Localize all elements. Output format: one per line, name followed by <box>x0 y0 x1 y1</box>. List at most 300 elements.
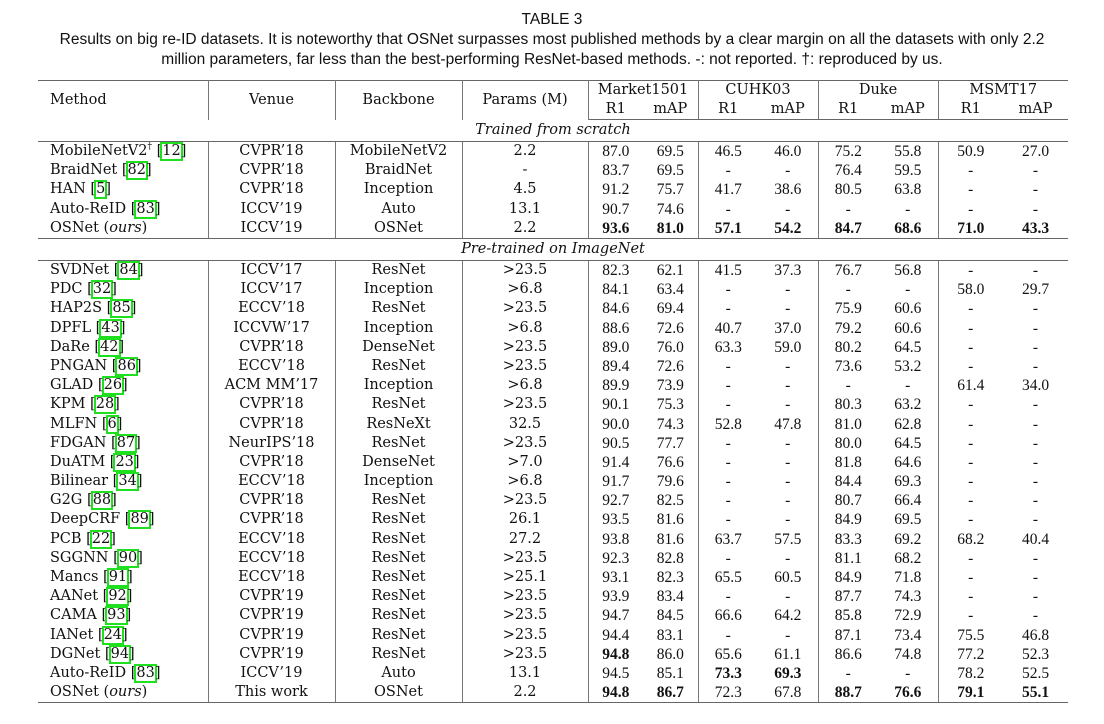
table-row <box>38 260 1068 280</box>
citation-link[interactable]: 86 <box>117 357 136 374</box>
table-row <box>38 414 1068 433</box>
backbone-cell: Auto <box>335 664 462 683</box>
map-value: - <box>758 280 818 299</box>
table-section <box>38 120 1068 239</box>
r1-value: - <box>725 511 731 529</box>
map-value: - <box>1032 549 1039 567</box>
map-value: 81.0 <box>643 219 698 239</box>
table-row <box>38 664 1068 683</box>
method-cell: OSNet (ours) <box>38 219 208 239</box>
map-value: 72.6 <box>643 357 698 376</box>
map-value: - <box>1032 200 1039 218</box>
citation-link[interactable]: 24 <box>103 626 123 643</box>
method-cell: DeepCRF [89] <box>38 510 208 529</box>
backbone-cell: ResNet <box>335 549 462 568</box>
backbone-cell: ResNet <box>335 510 462 529</box>
citation-link[interactable]: 90 <box>118 549 138 566</box>
r1-value: 63.7 <box>714 530 742 548</box>
backbone-cell: ResNeXt <box>335 414 462 433</box>
citation-link[interactable]: 83 <box>136 664 155 681</box>
params-cell: 4.5 <box>462 180 588 199</box>
backbone-cell: Inception <box>335 180 462 199</box>
map-value: 64.6 <box>878 453 938 472</box>
map-value: - <box>758 376 818 395</box>
method-name: HAP2S <box>50 300 103 317</box>
method-name: DaRe <box>50 338 90 355</box>
header-r1: R1 <box>818 100 878 120</box>
citation-link[interactable]: 26 <box>103 377 123 394</box>
method-name: MLFN <box>50 415 98 432</box>
map-value: 82.8 <box>643 549 698 568</box>
r1-value: - <box>968 396 974 414</box>
r1-value: 94.8 <box>602 645 630 663</box>
venue-cell: ECCV’18 <box>208 472 335 491</box>
r1-value: 73.6 <box>834 357 862 375</box>
map-value: 69.2 <box>878 530 938 549</box>
map-value: - <box>1032 607 1039 625</box>
r1-value: 40.7 <box>714 319 742 337</box>
method-cell: Bilinear [34] <box>38 472 208 491</box>
venue-cell: CVPR’18 <box>208 414 335 433</box>
map-value: - <box>758 626 818 645</box>
citation-link[interactable]: 89 <box>130 511 149 528</box>
params-cell: >6.8 <box>462 472 588 491</box>
venue-cell: ICCV’19 <box>208 664 335 683</box>
table-row <box>38 626 1068 645</box>
r1-value: 84.6 <box>602 300 630 318</box>
r1-value: - <box>725 588 731 606</box>
map-value: 64.2 <box>758 606 818 625</box>
table-row <box>38 376 1068 395</box>
r1-value: 57.1 <box>698 219 758 239</box>
map-value: - <box>1032 300 1039 318</box>
citation-link[interactable]: 42 <box>100 338 119 355</box>
map-value: 60.6 <box>878 319 938 338</box>
venue-cell: ECCV’18 <box>208 357 335 376</box>
r1-value: - <box>968 300 974 318</box>
r1-value: 41.7 <box>714 181 742 199</box>
params-cell: >23.5 <box>462 260 588 280</box>
backbone-cell: ResNet <box>335 395 462 414</box>
citation-link[interactable]: 22 <box>91 530 111 547</box>
map-value: 59.0 <box>758 338 818 357</box>
r1-value: 94.4 <box>602 626 630 644</box>
map-value: 73.9 <box>643 376 698 395</box>
map-value: - <box>1032 473 1039 491</box>
params-cell: 32.5 <box>462 414 588 433</box>
method-name: Auto-ReID <box>50 664 127 681</box>
r1-value: 91.2 <box>602 181 630 199</box>
map-value: 56.8 <box>878 260 938 280</box>
method-cell: DGNet [94] <box>38 645 208 664</box>
backbone-cell: DenseNet <box>335 338 462 357</box>
method-name: KPM <box>50 396 86 413</box>
map-value: 63.2 <box>878 395 938 414</box>
r1-value: 81.0 <box>834 415 862 433</box>
header-r1: R1 <box>698 100 758 120</box>
method-name: IANet <box>50 626 94 643</box>
method-cell: DuATM [23] <box>38 453 208 472</box>
map-value: 64.5 <box>878 434 938 453</box>
params-cell: >7.0 <box>462 453 588 472</box>
map-value: 72.9 <box>878 606 938 625</box>
backbone-cell: OSNet <box>335 219 462 239</box>
method-cell: PNGAN [86] <box>38 357 208 376</box>
map-value: 69.3 <box>758 664 818 683</box>
table-row <box>38 645 1068 664</box>
map-value: 52.3 <box>1021 645 1050 663</box>
venue-cell: CVPR’18 <box>208 161 335 180</box>
map-value: - <box>758 510 818 529</box>
backbone-cell: ResNet <box>335 606 462 625</box>
r1-value: - <box>845 377 851 395</box>
table-row <box>38 200 1068 219</box>
backbone-cell: ResNet <box>335 434 462 453</box>
map-value: 52.5 <box>1021 664 1050 682</box>
r1-value: 80.5 <box>834 181 862 199</box>
params-cell: >23.5 <box>462 549 588 568</box>
citation-link[interactable]: 93 <box>107 607 126 624</box>
r1-value: 93.1 <box>602 569 630 587</box>
results-table <box>38 80 1068 703</box>
backbone-cell: Inception <box>335 319 462 338</box>
map-value: 62.8 <box>878 414 938 433</box>
map-value: 86.0 <box>643 645 698 664</box>
venue-cell: ICCV’17 <box>208 260 335 280</box>
map-value: 60.5 <box>758 568 818 587</box>
map-value: - <box>1032 588 1039 606</box>
method-cell: MobileNetV2† [12] <box>38 142 208 162</box>
method-name: G2G <box>50 492 83 509</box>
header-backbone: Backbone <box>335 81 462 120</box>
header-venue: Venue <box>208 81 335 120</box>
r1-value: 94.8 <box>588 683 643 703</box>
map-value: - <box>758 395 818 414</box>
r1-value: 41.5 <box>714 262 742 280</box>
r1-value: - <box>725 396 731 414</box>
backbone-cell: DenseNet <box>335 453 462 472</box>
map-value: 64.5 <box>878 338 938 357</box>
r1-value: - <box>725 453 731 471</box>
method-name: HAN <box>50 181 86 198</box>
r1-value: 63.3 <box>714 338 742 356</box>
method-name: OSNet <box>50 684 99 701</box>
citation-link[interactable]: 94 <box>110 645 130 662</box>
map-value: 75.3 <box>643 395 698 414</box>
r1-value: 78.2 <box>957 664 985 682</box>
table-caption-line-2: million parameters, far less than the best-performing ResNet-based methods. -: not reported. †: reproduced by us. <box>161 51 943 68</box>
method-name: DuATM <box>50 453 106 470</box>
backbone-cell: Inception <box>335 280 462 299</box>
r1-value: 76.7 <box>834 262 862 280</box>
r1-value: - <box>845 281 851 299</box>
venue-cell: ACM MM’17 <box>208 376 335 395</box>
venue-cell: ECCV’18 <box>208 299 335 318</box>
r1-value: - <box>968 162 974 180</box>
method-name: CAMA <box>50 607 97 624</box>
params-cell: 2.2 <box>462 683 588 703</box>
r1-value: 92.7 <box>602 492 630 510</box>
r1-value: 84.9 <box>834 511 862 529</box>
backbone-cell: ResNet <box>335 568 462 587</box>
r1-value: 68.2 <box>957 530 985 548</box>
table-row <box>38 453 1068 472</box>
map-value: 69.5 <box>643 161 698 180</box>
backbone-cell: ResNet <box>335 645 462 664</box>
method-name: MobileNetV2 <box>50 143 148 160</box>
table-row <box>38 219 1068 239</box>
params-cell: >23.5 <box>462 587 588 606</box>
r1-value: 84.4 <box>834 473 862 491</box>
map-value: 72.6 <box>643 319 698 338</box>
ours-label: ours <box>109 219 142 236</box>
r1-value: 92.3 <box>602 549 630 567</box>
method-cell: DPFL [43] <box>38 319 208 338</box>
map-value: 46.8 <box>1021 626 1050 644</box>
method-name: PNGAN <box>50 357 108 374</box>
citation-link[interactable]: 92 <box>108 588 127 605</box>
table-row <box>38 549 1068 568</box>
map-value: - <box>758 453 818 472</box>
citation-link[interactable]: 88 <box>92 492 112 509</box>
table-row <box>38 606 1068 625</box>
table-row <box>38 472 1068 491</box>
method-name: DeepCRF <box>50 511 121 528</box>
reproduced-dagger: † <box>147 142 153 153</box>
table-row <box>38 568 1068 587</box>
method-cell: OSNet (ours) <box>38 683 208 703</box>
table-row <box>38 299 1068 318</box>
map-value: 43.3 <box>1003 219 1068 239</box>
method-name: SGGNN <box>50 549 109 566</box>
method-cell: FDGAN [87] <box>38 434 208 453</box>
r1-value: - <box>725 200 731 218</box>
r1-value: - <box>968 319 974 337</box>
citation-link[interactable]: 43 <box>101 319 120 336</box>
r1-value: - <box>968 492 974 510</box>
params-cell: >6.8 <box>462 280 588 299</box>
table-row <box>38 395 1068 414</box>
header-r1: R1 <box>588 100 643 120</box>
params-cell: >23.5 <box>462 606 588 625</box>
r1-value: 65.5 <box>714 569 742 587</box>
map-value: - <box>1032 319 1039 337</box>
map-value: 66.4 <box>878 491 938 510</box>
r1-value: - <box>725 549 731 567</box>
method-cell: CAMA [93] <box>38 606 208 625</box>
header-dataset-cuhk03: CUHK03 <box>698 81 818 101</box>
venue-cell: CVPR’18 <box>208 491 335 510</box>
r1-value: - <box>968 338 974 356</box>
citation-link[interactable]: 84 <box>119 262 138 279</box>
method-cell: SGGNN [90] <box>38 549 208 568</box>
header-method: Method <box>38 81 208 120</box>
venue-cell: CVPR’19 <box>208 645 335 664</box>
map-value: 63.8 <box>878 180 938 199</box>
map-value: - <box>758 549 818 568</box>
map-value: - <box>1032 338 1039 356</box>
method-cell: DaRe [42] <box>38 338 208 357</box>
citation-link[interactable]: 85 <box>112 300 131 317</box>
map-value: 74.6 <box>643 200 698 219</box>
citation-link[interactable]: 34 <box>118 473 137 490</box>
map-value: - <box>878 200 938 219</box>
venue-cell: CVPR’18 <box>208 180 335 199</box>
map-value: 75.7 <box>643 180 698 199</box>
map-value: 74.8 <box>878 645 938 664</box>
map-value: 69.5 <box>878 510 938 529</box>
r1-value: 46.5 <box>714 143 742 161</box>
r1-value: - <box>968 262 974 280</box>
citation-link[interactable]: 87 <box>116 434 136 451</box>
map-value: 69.4 <box>643 299 698 318</box>
map-value: - <box>1032 492 1039 510</box>
citation-link[interactable]: 83 <box>136 200 155 217</box>
map-value: - <box>1032 511 1039 529</box>
map-value: 53.2 <box>878 357 938 376</box>
citation-link[interactable]: 23 <box>115 453 134 470</box>
method-name: FDGAN <box>50 434 107 451</box>
map-value: 84.5 <box>643 606 698 625</box>
params-cell: >25.1 <box>462 568 588 587</box>
r1-value: 93.8 <box>602 530 630 548</box>
header-map: mAP <box>758 100 818 120</box>
table-row <box>38 357 1068 376</box>
method-cell: GLAD [26] <box>38 376 208 395</box>
map-value: 68.2 <box>878 549 938 568</box>
map-value: 85.1 <box>643 664 698 683</box>
params-cell: 2.2 <box>462 219 588 239</box>
citation-link[interactable]: 32 <box>92 281 112 298</box>
map-value: 47.8 <box>758 414 818 433</box>
r1-value: - <box>845 664 851 682</box>
citation-link[interactable]: 91 <box>108 569 128 586</box>
r1-value: 88.6 <box>602 319 630 337</box>
map-value: 83.4 <box>643 587 698 606</box>
backbone-cell: Inception <box>335 472 462 491</box>
r1-value: 58.0 <box>957 281 985 299</box>
r1-value: - <box>725 281 731 299</box>
venue-cell: ECCV’18 <box>208 568 335 587</box>
r1-value: - <box>968 181 974 199</box>
params-cell: >23.5 <box>462 626 588 645</box>
r1-value: 80.3 <box>834 396 862 414</box>
map-value: 46.0 <box>758 142 818 162</box>
venue-cell: CVPR’19 <box>208 587 335 606</box>
table-row <box>38 142 1068 162</box>
table-caption-line-1: Results on big re-ID datasets. It is noteworthy that OSNet surpasses most published methods by a clear margin on all the datasets with only 2.2 <box>59 31 1045 48</box>
map-value: 37.0 <box>758 319 818 338</box>
map-value: 82.5 <box>643 491 698 510</box>
table-row <box>38 587 1068 606</box>
params-cell: 13.1 <box>462 664 588 683</box>
map-value: - <box>1032 396 1039 414</box>
map-value: 74.3 <box>643 414 698 433</box>
r1-value: 84.1 <box>602 281 630 299</box>
citation-link[interactable]: 6 <box>107 415 117 432</box>
map-value: 81.6 <box>643 510 698 529</box>
method-name: Auto-ReID <box>50 200 127 217</box>
citation-link[interactable]: 5 <box>96 181 106 198</box>
r1-value: 93.6 <box>588 219 643 239</box>
backbone-cell: ResNet <box>335 587 462 606</box>
params-cell: >23.5 <box>462 299 588 318</box>
map-value: 34.0 <box>1021 377 1050 395</box>
map-value: 55.8 <box>878 142 938 162</box>
map-value: 69.5 <box>643 142 698 162</box>
venue-cell: ICCVW’17 <box>208 319 335 338</box>
params-cell: >23.5 <box>462 645 588 664</box>
method-name: BraidNet <box>50 162 118 179</box>
venue-cell: CVPR’18 <box>208 142 335 162</box>
backbone-cell: ResNet <box>335 299 462 318</box>
r1-value: 89.4 <box>602 357 630 375</box>
map-value: - <box>758 491 818 510</box>
map-value: - <box>1032 162 1039 180</box>
method-name: PDC <box>50 281 83 298</box>
params-cell: >6.8 <box>462 376 588 395</box>
backbone-cell: ResNet <box>335 357 462 376</box>
map-value: 29.7 <box>1021 281 1050 299</box>
header-r1: R1 <box>938 100 1003 120</box>
params-cell: >23.5 <box>462 395 588 414</box>
backbone-cell: Auto <box>335 200 462 219</box>
table-title: TABLE 3 <box>521 11 583 28</box>
table-section <box>38 238 1068 702</box>
method-cell: G2G [88] <box>38 491 208 510</box>
table-row <box>38 161 1068 180</box>
params-cell: 27.2 <box>462 530 588 549</box>
map-value: 67.8 <box>758 683 818 703</box>
backbone-cell: ResNet <box>335 530 462 549</box>
params-cell: >23.5 <box>462 434 588 453</box>
method-name: AANet <box>50 588 99 605</box>
r1-value: 75.2 <box>834 143 862 161</box>
citation-link[interactable]: 28 <box>95 396 115 413</box>
ours-label: ours <box>109 684 142 701</box>
section-label-row <box>38 120 1068 142</box>
map-value: - <box>1032 357 1039 375</box>
backbone-cell: ResNet <box>335 260 462 280</box>
map-value: 82.3 <box>643 568 698 587</box>
venue-cell: ECCV’18 <box>208 530 335 549</box>
method-cell: IANet [24] <box>38 626 208 645</box>
map-value: - <box>758 472 818 491</box>
r1-value: 80.7 <box>834 492 862 510</box>
r1-value: - <box>968 453 974 471</box>
map-value: 55.1 <box>1003 683 1068 703</box>
venue-cell: ECCV’18 <box>208 549 335 568</box>
table-row <box>38 280 1068 299</box>
table-row <box>38 530 1068 549</box>
map-value: 59.5 <box>878 161 938 180</box>
r1-value: 94.7 <box>602 607 630 625</box>
venue-cell: CVPR’18 <box>208 453 335 472</box>
r1-value: - <box>968 434 974 452</box>
venue-cell: NeurIPS’18 <box>208 434 335 453</box>
citation-link[interactable]: 82 <box>127 162 146 179</box>
r1-value: 50.9 <box>957 143 985 161</box>
venue-cell: CVPR’19 <box>208 626 335 645</box>
citation-link[interactable]: 12 <box>162 143 181 160</box>
r1-value: - <box>725 626 731 644</box>
r1-value: 81.8 <box>834 453 862 471</box>
r1-value: - <box>968 357 974 375</box>
backbone-cell: BraidNet <box>335 161 462 180</box>
map-value: - <box>758 161 818 180</box>
map-value: - <box>1032 181 1039 199</box>
method-cell: AANet [92] <box>38 587 208 606</box>
